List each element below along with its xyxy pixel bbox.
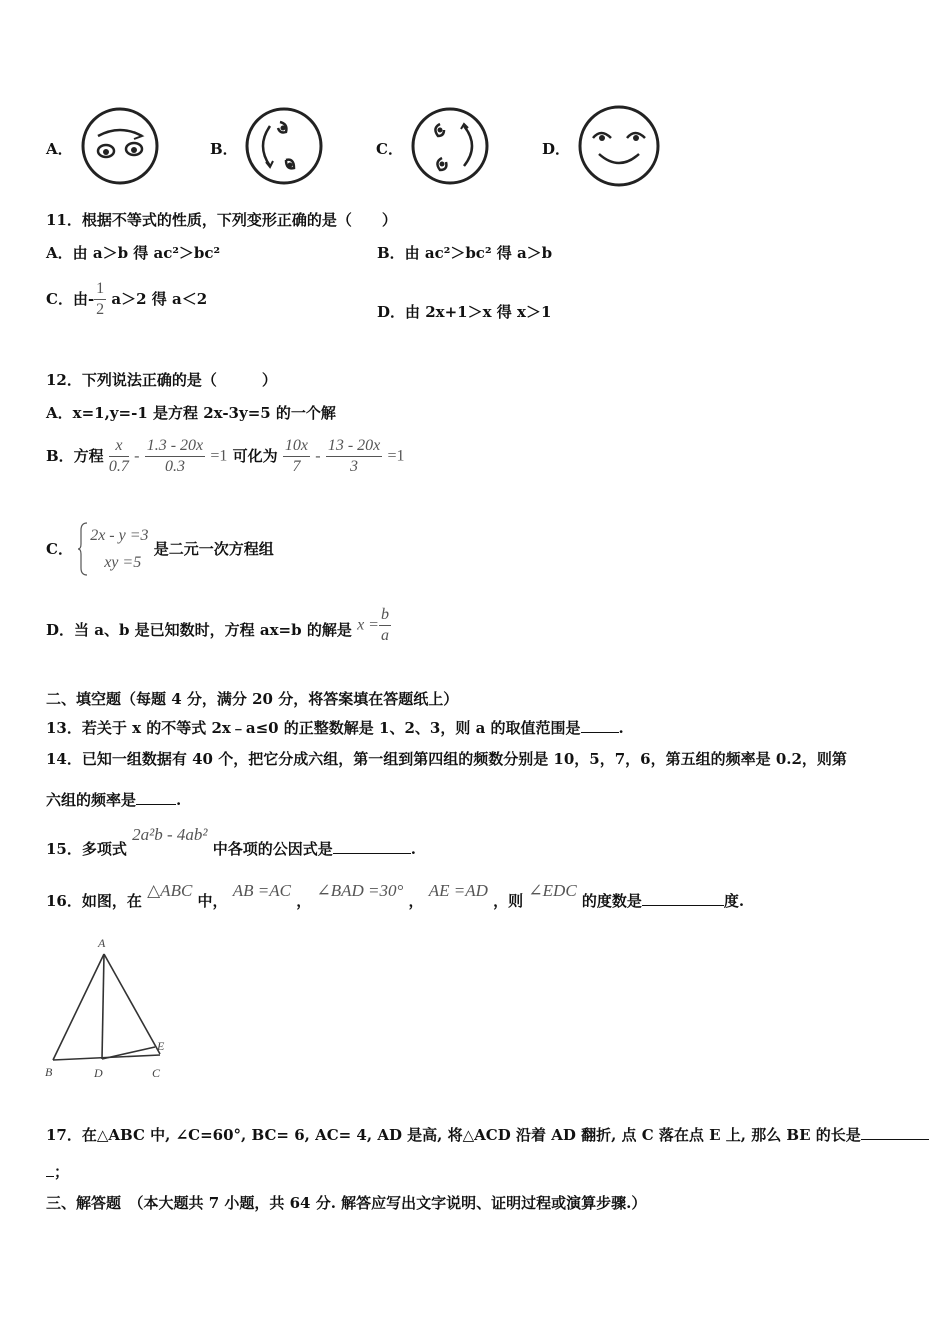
q12-c-system (78, 522, 148, 576)
side-ab (53, 954, 104, 1060)
q11-option-b: B．由 ac²＞bc² 得 a＞b (377, 244, 553, 262)
q16-suffix: 的度数是 (581, 892, 642, 910)
q15-prefix: 15．多项式 (46, 840, 127, 858)
q16-cond-1: AB =AC (232, 881, 291, 900)
q10-option-a-label: A． (46, 140, 73, 158)
q14-answer-blank[interactable] (136, 790, 176, 805)
q12-b-f3-den: 7 (292, 458, 301, 475)
q16-in: 中， (197, 892, 228, 910)
q17-answer-blank[interactable] (861, 1125, 929, 1140)
q14-line-2 (46, 790, 181, 808)
q10-option-a-face-icon (78, 104, 162, 188)
q17-line-2 (46, 1162, 69, 1180)
q15-suffix: 中各项的公因式是 (212, 840, 333, 858)
q16 (46, 882, 744, 909)
q15 (46, 826, 416, 857)
q12-b-fraction-3 (283, 438, 310, 475)
q14-line-2-text: 六组的频率是 (46, 791, 137, 809)
q12-b-f2-den: 0.3 (164, 458, 185, 475)
q14-line-1: 14．已知一组数据有 40 个，把它分成六组，第一组到第四组的频数分别是 10，5，7，6，第五组的频率是 0.2，则第 (46, 750, 847, 768)
q12-b-fraction-2 (145, 438, 205, 475)
q10-option-c-label: C． (376, 140, 403, 158)
q11-option-d: D．由 2x+1＞x 得 x＞1 (377, 303, 552, 321)
q12-b-eq-1: =1 (210, 447, 228, 465)
q12-option-c (46, 522, 274, 576)
q12-b-mid: 可化为 (232, 447, 278, 465)
q12-option-b-prefix: B．方程 (46, 447, 104, 465)
q11-option-c (46, 281, 207, 318)
q16-prefix: 16．如图，在 (46, 892, 142, 910)
q16-angle: ∠EDC (528, 881, 577, 900)
q12-b-f1-den: 0.7 (108, 458, 129, 475)
q16-then: ，则 (493, 892, 524, 910)
q12-option-c-prefix: C． (46, 539, 73, 558)
section-3-title: 三、解答题 （本大题共 7 小题，共 64 分. 解答应写出文字说明、证明过程或演算步骤.） (46, 1194, 647, 1212)
q17-text: 17．在△ABC 中, ∠C=60°, BC= 6, AC= 4, AD 是高, 将△ACD 沿着 AD 翻折, 点 C 落在点 E 上, 那么 BE 的长是 (46, 1126, 861, 1144)
brace-icon (78, 522, 88, 576)
q15-expression: 2a²b - 4ab² (132, 825, 208, 844)
q11-option-c-prefix: C．由- (46, 290, 95, 308)
q11-option-c-den: 2 (96, 301, 105, 318)
q13-end: . (618, 719, 624, 737)
q12-option-b (46, 438, 405, 475)
label-c: C (152, 1066, 161, 1080)
q12-b-fraction-1 (109, 438, 129, 475)
label-d: D (94, 1066, 103, 1080)
q12-b-eq-2: =1 (387, 447, 405, 465)
q12-b-minus-2: - (315, 447, 321, 465)
q12-option-d (46, 607, 391, 644)
q12-c-eq-1: 2x - y =3 (90, 527, 149, 544)
q17-line-1 (46, 1125, 929, 1143)
label-e: E (157, 1039, 165, 1053)
q12-d-fraction (379, 607, 391, 644)
q13-text: 13．若关于 x 的不等式 2x﹣a≤0 的正整数解是 1、2、3，则 a 的取值范围是 (46, 719, 581, 737)
label-b: B (45, 1065, 53, 1079)
q12-c-eq-2: xy =5 (104, 554, 142, 571)
section-2-title: 二、填空题（每题 4 分，满分 20 分，将答案填在答题纸上） (46, 690, 459, 708)
q11-option-c-fraction (94, 281, 106, 318)
q12-b-f4-den: 3 (350, 458, 359, 475)
q15-end: . (410, 840, 416, 858)
q10-option-b-label: B． (210, 140, 238, 158)
q15-answer-blank[interactable] (333, 839, 411, 854)
q12-b-minus-1: - (134, 447, 140, 465)
q11-option-c-num: 1 (94, 281, 106, 300)
q13-answer-blank[interactable] (581, 718, 619, 733)
side-ac (104, 954, 160, 1054)
q17-answer-blank-tail (46, 1162, 54, 1177)
q12-b-f1-num: x (109, 438, 129, 457)
q10-option-b-face-icon (242, 104, 326, 188)
q17-end: ； (54, 1163, 70, 1181)
q12-option-c-suffix: 是二元一次方程组 (153, 539, 274, 558)
q16-cond-2: ∠BAD =30° (316, 881, 404, 900)
q12-stem: 12．下列说法正确的是（ ） (46, 371, 277, 389)
q10-option-c-face-icon (408, 104, 492, 188)
q12-option-d-prefix: D．当 a、b 是已知数时，方程 ax=b 的解是 (46, 621, 352, 639)
q16-unit: 度. (723, 892, 745, 910)
q12-b-f2-num: 1.3 - 20x (145, 438, 205, 457)
q12-b-f4-num: 13 - 20x (326, 438, 382, 457)
q11-option-c-suffix: a＞2 得 a＜2 (111, 290, 208, 308)
q14-end: . (176, 791, 182, 809)
q16-cond-3: AE =AD (428, 881, 488, 900)
triangle-figure (40, 932, 180, 1082)
q16-comma-2: ， (408, 892, 424, 910)
q10-option-d-label: D． (542, 140, 571, 158)
q16-triangle: △ABC (147, 881, 193, 900)
label-a: A (98, 936, 106, 950)
triangle-diagram (40, 932, 180, 1082)
q12-option-a: A．x=1,y=-1 是方程 2x-3y=5 的一个解 (46, 404, 336, 422)
q16-answer-blank[interactable] (642, 891, 724, 906)
q12-b-f3-num: 10x (283, 438, 310, 457)
q12-d-lhs: x = (357, 616, 379, 634)
segment-ad (102, 954, 104, 1059)
q12-d-den: a (380, 627, 389, 644)
q16-comma-1: ， (296, 892, 312, 910)
q12-d-num: b (379, 607, 391, 626)
q11-option-a: A．由 a＞b 得 ac²＞bc² (46, 244, 221, 262)
q12-b-fraction-4 (326, 438, 382, 475)
q10-option-d-face-icon (575, 102, 663, 190)
q13 (46, 718, 624, 736)
q11-stem: 11．根据不等式的性质，下列变形正确的是（ ） (46, 211, 397, 229)
